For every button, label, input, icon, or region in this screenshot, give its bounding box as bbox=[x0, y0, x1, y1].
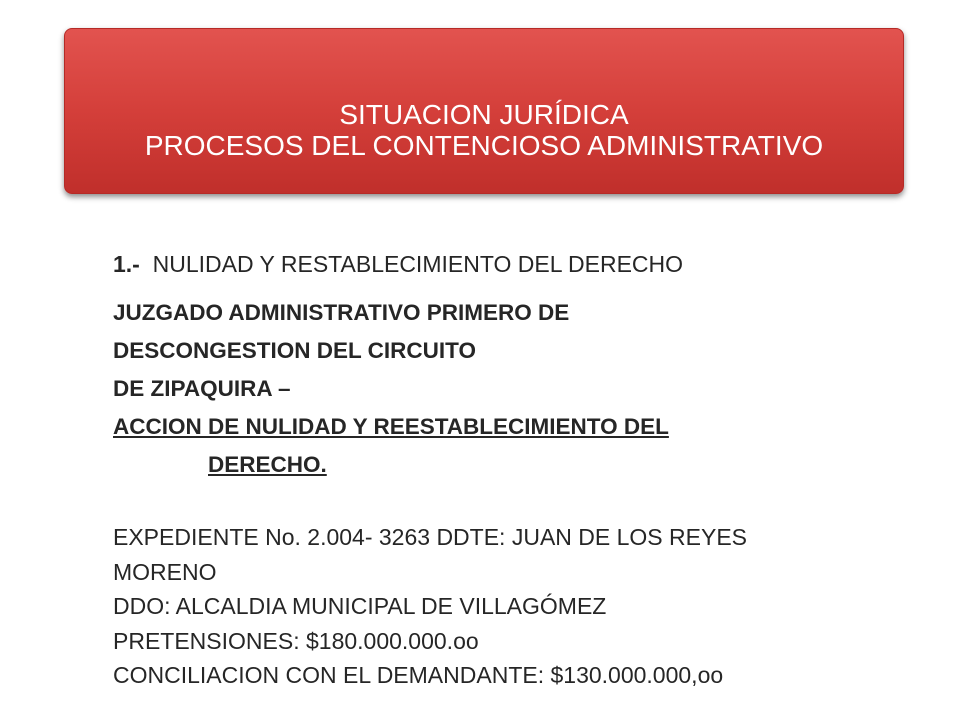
spacer bbox=[113, 484, 893, 520]
pretensiones-line: PRETENSIONES: $180.000.000.oo bbox=[113, 627, 479, 654]
expediente-line-2: MORENO bbox=[113, 558, 217, 585]
court-line-2 bbox=[113, 332, 893, 408]
case-details bbox=[113, 520, 893, 693]
court-description bbox=[113, 294, 893, 484]
title-dash-mark: - bbox=[918, 147, 922, 158]
court-line-2b: DE ZIPAQUIRA – bbox=[113, 376, 291, 401]
title-line-1: SITUACION JURÍDICA bbox=[339, 99, 629, 130]
court-line-2a: DESCONGESTION DEL CIRCUITO bbox=[113, 338, 476, 363]
court-line-3: ACCION DE NULIDAD Y REESTABLECIMIENTO DEL bbox=[113, 414, 669, 439]
case-number: 1.- bbox=[113, 251, 140, 277]
title-banner bbox=[64, 28, 922, 194]
expediente-line-1: EXPEDIENTE No. 2.004- 3263 DDTE: JUAN DE LOS REYES bbox=[113, 524, 748, 550]
case-type: NULIDAD Y RESTABLECIMIENTO DEL DERECHO bbox=[152, 251, 684, 277]
court-line-1: JUZGADO ADMINISTRATIVO PRIMERO DE bbox=[113, 300, 570, 325]
court-line-4-wrap bbox=[113, 446, 893, 484]
slide-body bbox=[113, 248, 893, 693]
slide-title bbox=[65, 99, 903, 161]
title-line-2: PROCESOS DEL CONTENCIOSO ADMINISTRATIVO bbox=[144, 130, 824, 161]
conciliacion-line: CONCILIACION CON EL DEMANDANTE: $130.000.000,oo bbox=[113, 662, 724, 688]
case-heading bbox=[113, 248, 893, 280]
court-line-4: DERECHO. bbox=[208, 452, 327, 477]
ddo-line: DDO: ALCALDIA MUNICIPAL DE VILLAGÓMEZ bbox=[113, 593, 607, 619]
